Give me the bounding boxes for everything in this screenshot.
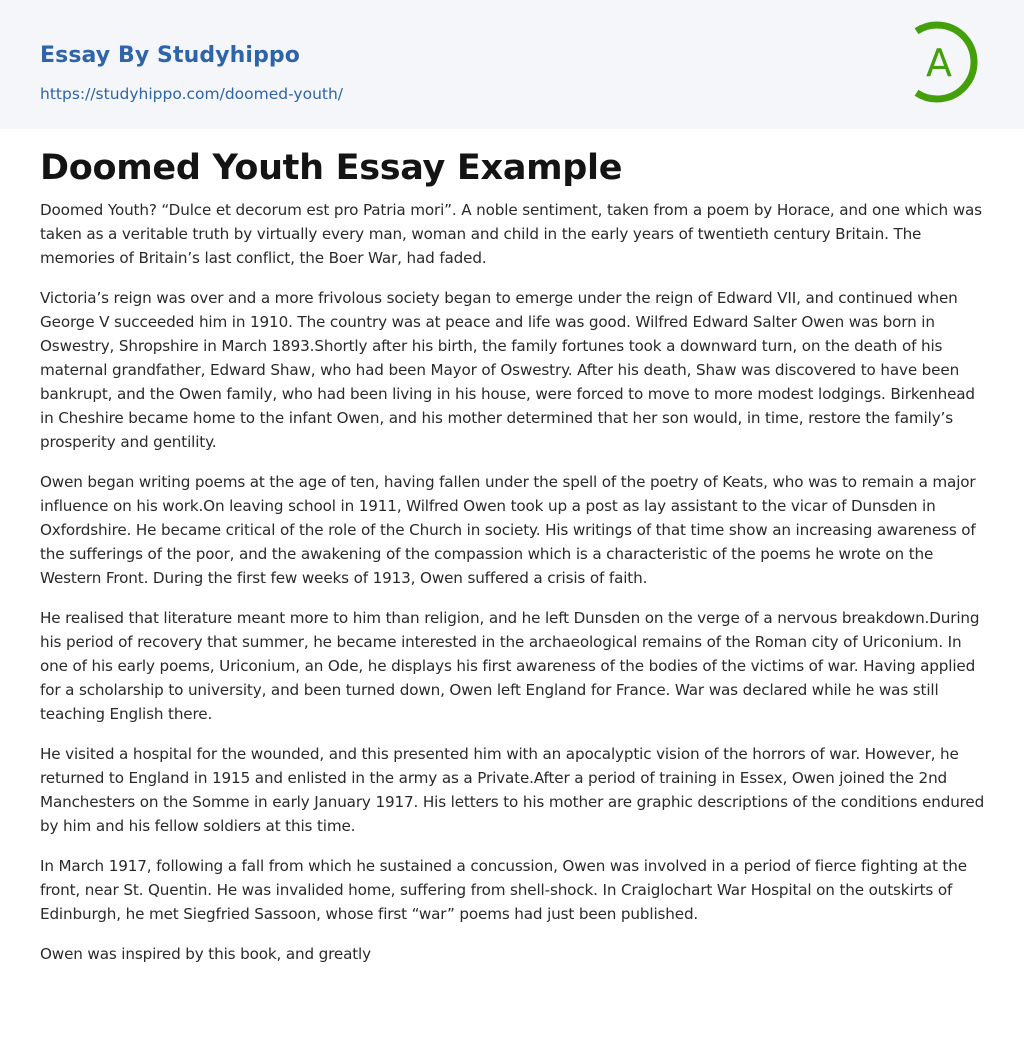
site-header	[0, 0, 1024, 129]
page-url-link[interactable]: https://studyhippo.com/doomed-youth/	[40, 85, 344, 103]
article-paragraph: He visited a hospital for the wounded, and this presented him with an apocalyptic vision of the horrors of war. However, he returned to England in 1915 and enlisted in the army as a Private.After a period of training in Essex, Owen joined the 2nd Manchesters on the Somme in early January 1917. His letters to his mother are graphic descriptions of the conditions endured by him and his fellow soldiers at this time.	[40, 745, 985, 835]
article-paragraph-truncated: Owen was inspired by this book, and greatly	[40, 945, 371, 963]
article-paragraph: He realised that literature meant more to him than religion, and he left Dunsden on the verge of a nervous breakdown.During his period of recovery that summer, he became interested in the archaeological remains of the Roman city of Uriconium. In one of his early poems, Uriconium, an Ode, he displays his first awareness of the bodies of the victims of war. Having applied for a scholarship to university, and been turned down, Owen left England for France. War was declared while he was still teaching English there.	[40, 609, 980, 723]
article-paragraph: In March 1917, following a fall from which he sustained a concussion, Owen was involved in a period of fierce fighting at the front, near St. Quentin. He was invalided home, suffering from shell-shock. In Craiglochart War Hospital on the outskirts of Edinburgh, he met Siegfried Sassoon, whose first “war” poems had just been published.	[40, 857, 967, 923]
article-paragraph: Doomed Youth? “Dulce et decorum est pro Patria mori”. A noble sentiment, taken from a poem by Horace, and one which was taken as a veritable truth by virtually every man, woman and child in the early years of twentieth century Britain. The memories of Britain’s last conflict, the Boer War, had faded.	[40, 201, 982, 267]
studyhippo-logo[interactable]	[906, 17, 990, 107]
site-brand[interactable]: Essay By Studyhippo	[40, 43, 300, 68]
article-paragraph: Owen began writing poems at the age of ten, having fallen under the spell of the poetry of Keats, who was to remain a major influence on his work.On leaving school in 1911, Wilfred Owen took up a post as lay assistant to the vicar of Dunsden in Oxfordshire. He became critical of the role of the Church in society. His writings of that time show an increasing awareness of the sufferings of the poor, and the awakening of the compassion which is a characteristic of the poems he wrote on the Western Front. During the first few weeks of 1913, Owen suffered a crisis of faith.	[40, 473, 976, 587]
article-paragraph: Victoria’s reign was over and a more frivolous society began to emerge under the reign of Edward VII, and continued when George V succeeded him in 1910. The country was at peace and life was good. Wilfred Edward Salter Owen was born in Oswestry, Shropshire in March 1893.Shortly after his birth, the family fortunes took a downward turn, on the death of his maternal grandfather, Edward Shaw, who had been Mayor of Oswestry. After his death, Shaw was discovered to have been bankrupt, and the Owen family, who had been living in his house, were forced to move to more modest lodgings. Birkenhead in Cheshire became home to the infant Owen, and his mother determined that her son would, in time, restore the family’s prosperity and gentility.	[40, 289, 975, 451]
article	[40, 144, 988, 982]
page-title: Doomed Youth Essay Example	[40, 148, 623, 188]
logo-letter: A	[926, 41, 952, 85]
logo-ring-icon	[906, 17, 990, 107]
